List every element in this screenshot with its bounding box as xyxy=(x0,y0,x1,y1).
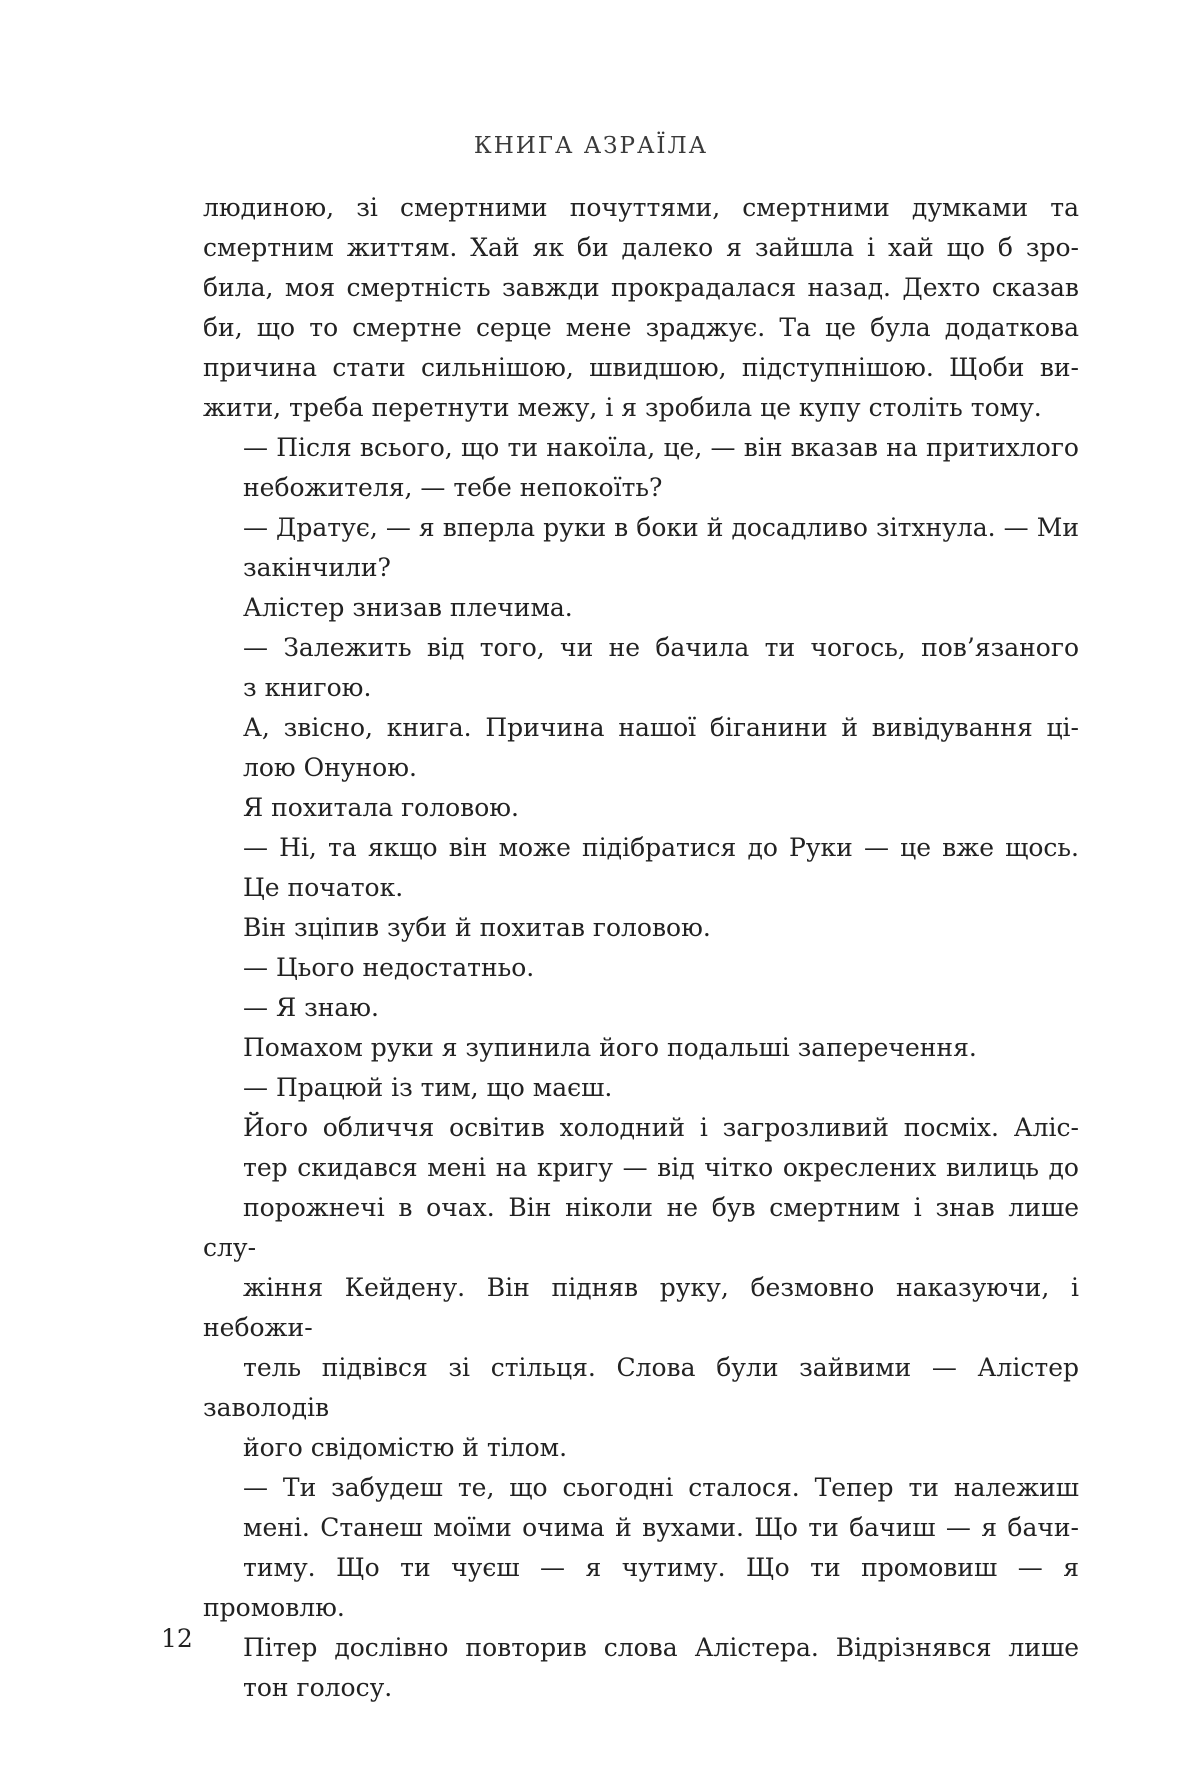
text-line: тон голосу. xyxy=(243,1673,393,1702)
paragraph xyxy=(203,588,1079,628)
paragraph xyxy=(203,1028,1079,1068)
text-line: мені. Станеш моїми очима й вухами. Що ти бачиш — я бачи- xyxy=(243,1513,1079,1542)
text-line: смертним життям. Хай як би далеко я зайшла і хай що б зро- xyxy=(203,233,1079,262)
paragraph xyxy=(203,1108,1079,1468)
text-line: лою Онуною. xyxy=(243,753,417,782)
text-line: жіння Кейдену. Він підняв руку, безмовно наказуючи, і небожи- xyxy=(203,1273,1079,1342)
text-line: — Працюй із тим, що маєш. xyxy=(243,1073,613,1102)
text-line: його свідомістю й тілом. xyxy=(243,1433,568,1462)
paragraph xyxy=(203,948,1079,988)
text-line: — Після всього, що ти накоїла, це, — він вказав на притихлого xyxy=(243,433,1079,462)
paragraph xyxy=(203,1628,1079,1708)
paragraph xyxy=(203,988,1079,1028)
paragraph xyxy=(203,628,1079,708)
paragraph xyxy=(203,1068,1079,1108)
text-line: — Ти забудеш те, що сьогодні сталося. Тепер ти належиш xyxy=(243,1473,1079,1502)
text-line: Алістер знизав плечима. xyxy=(243,593,573,622)
text-line: Він зціпив зуби й похитав головою. xyxy=(243,913,711,942)
text-line: тиму. Що ти чуєш — я чутиму. Що ти промовиш — я промовлю. xyxy=(203,1553,1079,1622)
page-number: 12 xyxy=(161,1624,193,1653)
text-line: — Дратує, — я вперла руки в боки й досадливо зітхнула. — Ми xyxy=(243,513,1079,542)
text-line: — Ні, та якщо він може підібратися до Руки — це вже щось. xyxy=(243,833,1079,862)
text-line: тер скидався мені на кригу — від чітко окреслених вилиць до xyxy=(243,1153,1079,1182)
running-header: КНИГА АЗРАЇЛА xyxy=(473,133,709,159)
text-line: жити, треба перетнути межу, і я зробила це купу століть тому. xyxy=(203,393,1042,422)
text-line: — Залежить від того, чи не бачила ти чогось, пов’язаного xyxy=(243,633,1079,662)
text-line: била, моя смертність завжди прокрадалася назад. Дехто сказав xyxy=(203,273,1079,302)
text-line: людиною, зі смертними почуттями, смертними думками та xyxy=(203,193,1079,222)
text-line: — Я знаю. xyxy=(243,993,379,1022)
paragraph xyxy=(203,428,1079,508)
text-line: Помахом руки я зупинила його подальші заперечення. xyxy=(243,1033,977,1062)
paragraph xyxy=(203,508,1079,588)
paragraph xyxy=(203,908,1079,948)
text-line: причина стати сильнішою, швидшою, підступнішою. Щоби ви- xyxy=(203,353,1079,382)
text-line: Я похитала головою. xyxy=(243,793,520,822)
text-line: би, що то смертне серце мене зраджує. Та це була додаткова xyxy=(203,313,1079,342)
text-line: з книгою. xyxy=(243,673,372,702)
text-line: Це початок. xyxy=(243,873,404,902)
text-line: Пітер дослівно повторив слова Алістера. Відрізнявся лише xyxy=(243,1633,1079,1662)
paragraph xyxy=(203,828,1079,908)
paragraph xyxy=(203,708,1079,788)
paragraph xyxy=(203,1468,1079,1628)
text-line: А, звісно, книга. Причина нашої біганини й вивідування ці- xyxy=(243,713,1079,742)
text-line: небожителя, — тебе непокоїть? xyxy=(243,473,663,502)
text-line: закінчили? xyxy=(243,553,391,582)
text-line: Його обличчя освітив холодний і загрозливий посміх. Аліс- xyxy=(243,1113,1079,1142)
text-line: — Цього недостатньо. xyxy=(243,953,535,982)
body-text xyxy=(203,188,1079,1708)
text-line: тель підвівся зі стільця. Слова були зайвими — Алістер заволодів xyxy=(203,1353,1079,1422)
text-line: порожнечі в очах. Він ніколи не був смертним і знав лише слу- xyxy=(203,1193,1079,1262)
paragraph xyxy=(203,788,1079,828)
paragraph xyxy=(203,188,1079,428)
